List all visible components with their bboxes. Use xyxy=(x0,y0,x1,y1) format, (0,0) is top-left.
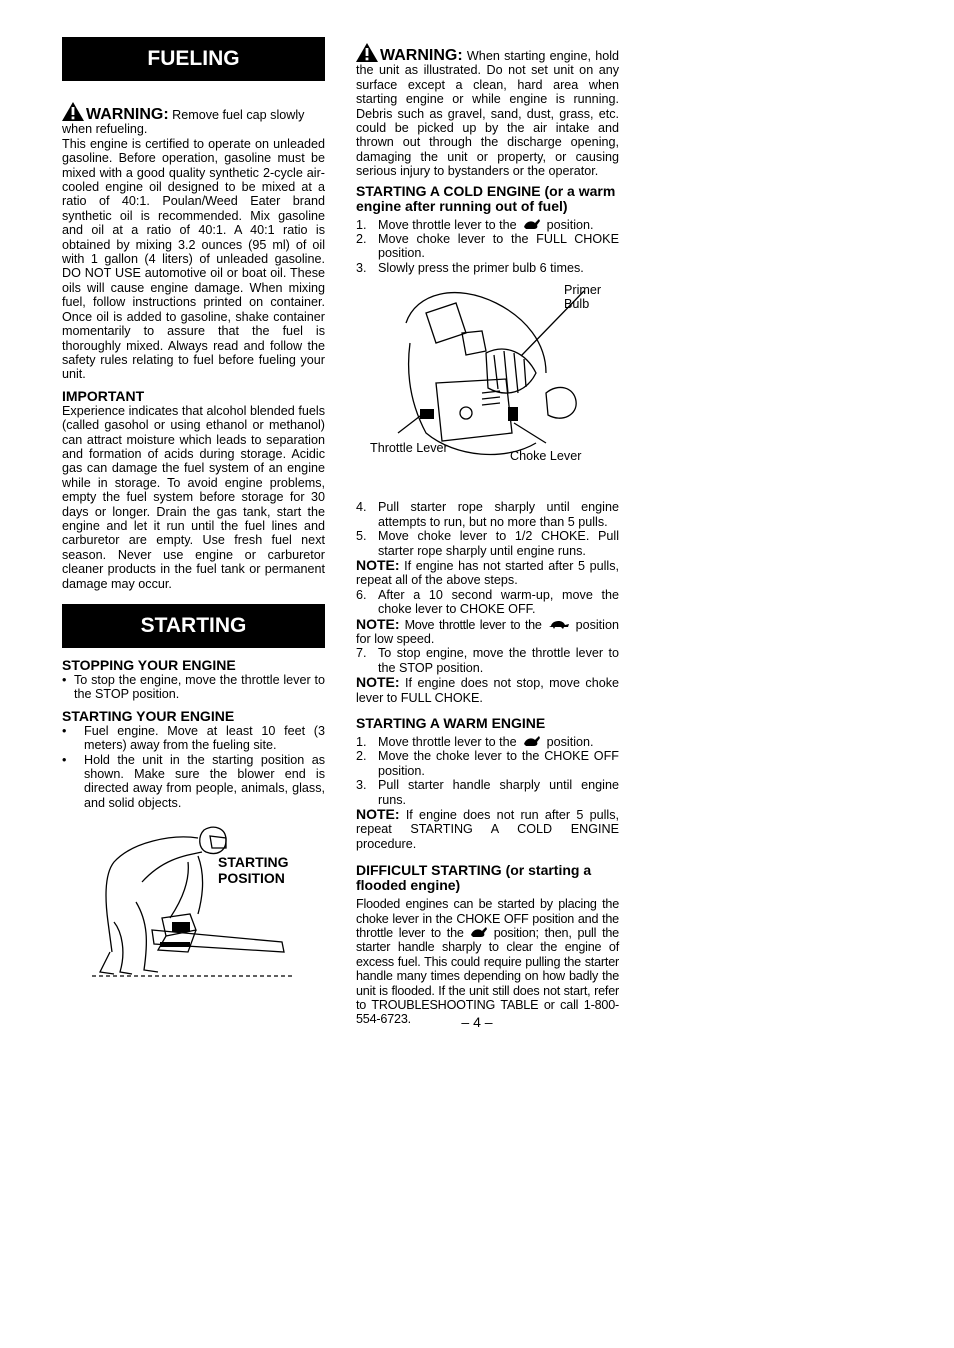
important-text: Experience indicates that alcohol blended fuels (called gasohol or using ethanol or methanol) can attract moisture which leads to separation and formation of acids during storage. Acidic gas can damage the fuel system of an engine while in storage. To avoid engine problems, empty the fuel system before storage for 30 days or longer. Drain the gas tank, start the engine and let it run until the fuel lines and carburetor are empty. Use fresh fuel next season. Never use engine or carburetor cleaner products in the fuel tank or permanent damage may occur. xyxy=(62,403,325,591)
starting-position-caption: STARTING POSITION xyxy=(218,854,289,887)
cold-steps-1 xyxy=(356,218,619,276)
list-item: 5. Move choke lever to 1/2 CHOKE. Pull starter rope sharply until engine runs. xyxy=(356,529,619,558)
stopping-list xyxy=(62,673,325,702)
list-item: 2. Move the choke lever to the CHOKE OFF position. xyxy=(356,749,619,778)
stopping-heading: STOPPING YOUR ENGINE xyxy=(62,657,236,673)
warning-label: WARNING: xyxy=(86,106,169,123)
cold-engine-heading: STARTING A COLD ENGINE (or a warm engine after running out of fuel) xyxy=(356,182,616,214)
choke-lever-label: Choke Lever xyxy=(510,449,582,464)
warning-text: When starting engine, hold the unit as illustrated. Do not set unit on any surface except a clean, hard area when starting engine or while engine is running. Debris such as gravel, sand, dust, grass, etc. could be picked up by the air intake and thrown out through the discharge opening, damaging the unit or property, or causing serious injury to bystanders or the operator. xyxy=(356,49,620,179)
cold-steps-3 xyxy=(356,588,619,617)
fueling-banner: FUELING xyxy=(62,37,325,81)
rabbit-fast-icon xyxy=(523,218,541,230)
right-column xyxy=(356,43,619,1027)
rabbit-fast-icon xyxy=(523,735,541,747)
list-item: 4. Pull starter rope sharply until engine attempts to run, but no more than 5 pulls. xyxy=(356,500,619,529)
note-2: NOTE: Move throttle lever to the position for low speed. xyxy=(356,615,619,646)
turtle-slow-icon xyxy=(548,618,570,630)
note-4: NOTE: If engine does not run after 5 pulls, repeat STARTING A COLD ENGINE procedure. xyxy=(356,806,619,851)
list-item: • To stop the engine, move the throttle lever to the STOP position. xyxy=(62,673,325,702)
starting-heading: STARTING YOUR ENGINE xyxy=(62,707,235,724)
difficult-starting-heading: DIFFICULT STARTING (or starting a flooded engine) xyxy=(356,862,592,894)
page-number: – 4 – xyxy=(461,1014,493,1030)
primer-bulb-label: Primer Bulb xyxy=(564,283,602,312)
list-item: 6. After a 10 second warm-up, move the choke lever to CHOKE OFF. xyxy=(356,587,619,617)
warm-engine-heading: STARTING A WARM ENGINE xyxy=(356,714,546,731)
starting-list xyxy=(62,724,325,810)
list-item: 3. Pull starter handle sharply until engine runs. xyxy=(356,778,619,807)
list-item: 1. Move throttle lever to the position. xyxy=(356,217,594,232)
note-1: NOTE: If engine has not started after 5 pulls, repeat all of the above steps. xyxy=(356,556,619,588)
rabbit-fast-icon xyxy=(470,926,488,938)
throttle-lever-label: Throttle Lever xyxy=(370,441,448,456)
list-item: • Hold the unit in the starting position as shown. Make sure the blower end is directed away from people, animals, glass, and solid objects. xyxy=(62,752,325,810)
list-item: 3. Slowly press the primer bulb 6 times. xyxy=(356,260,584,275)
fueling-body: This engine is certified to operate on unleaded gasoline. Before operation, gasoline must be mixed with a good quality synthetic 2-cycle air-cooled engine oil designed to be mixed at a ratio of 40:1. Poulan/Weed Eater brand synthetic oil is recommended. Mix gasoline and oil at a ratio of 40:1. A 40:1 ratio is obtained by mixing 3.2 ounces (95 ml) of oil with 1 gallon (4 liters) of unleaded gasoline. DO NOT USE automotive oil or boat oil. These oils will cause engine damage. When mixing fuel, follow instructions printed on container. Once oil is added to gasoline, shake container momentarily to assure that the fuel is thoroughly mixed. Always read and follow the safety rules relating to fuel before fueling your unit. xyxy=(62,136,325,382)
warm-steps xyxy=(356,735,619,807)
warning-triangle-icon xyxy=(356,43,378,62)
carburetor-figure xyxy=(356,283,619,488)
list-item: • Fuel engine. Move at least 10 feet (3 meters) away from the fueling site. xyxy=(62,723,325,753)
fueling-warning xyxy=(62,102,325,382)
important-heading: IMPORTANT xyxy=(62,387,145,404)
list-item: 1. Move throttle lever to the position. xyxy=(356,734,594,749)
starting-position-figure xyxy=(62,822,325,992)
warning-label: WARNING: xyxy=(380,47,463,64)
cold-steps-4 xyxy=(356,646,619,675)
carburetor-illustration xyxy=(396,283,586,463)
list-item: 2. Move choke lever to the FULL CHOKE position. xyxy=(356,232,619,261)
note-3: NOTE: If engine does not stop, move choke lever to FULL CHOKE. xyxy=(356,674,619,705)
starting-banner: STARTING xyxy=(62,604,325,648)
list-item: 7. To stop engine, move the throttle lever to the STOP position. xyxy=(356,646,619,675)
operator-illustration xyxy=(92,822,292,987)
left-column xyxy=(62,37,325,992)
warning-triangle-icon xyxy=(62,102,84,121)
difficult-starting-text: Flooded engines can be started by placing the choke lever in the CHOKE OFF position and the throttle lever to the position; then, pull the starter handle sharply to clear the engine of excess fuel. This could require pulling the starter handle many times depending on how badly the unit is flooded. If the unit still does not start, refer to TROUBLESHOOTING TABLE or call 1-800-554-6723. xyxy=(356,897,619,1027)
cold-steps-2 xyxy=(356,500,619,558)
warning-text: Remove fuel cap slowly when refueling. xyxy=(62,108,305,137)
